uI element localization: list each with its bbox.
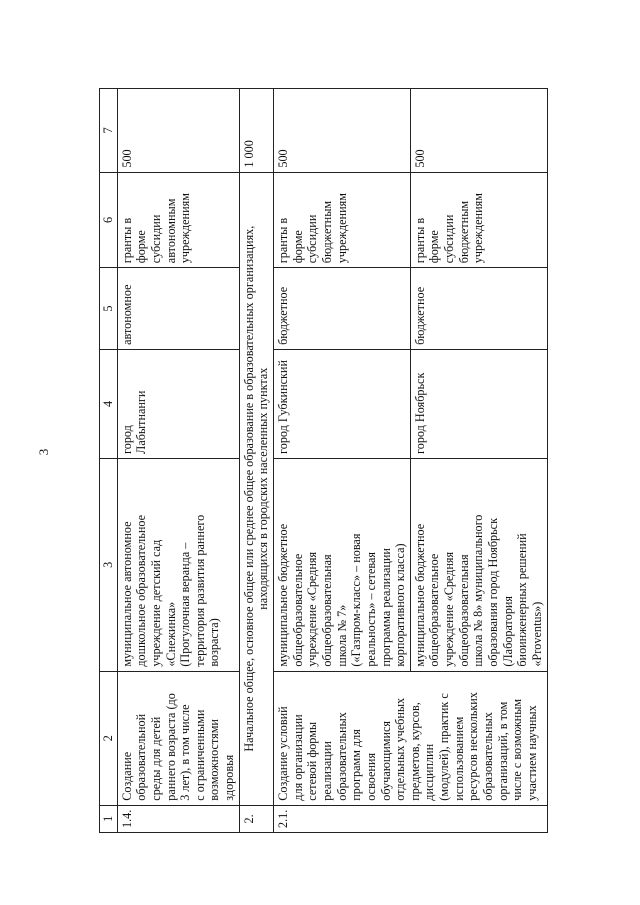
- municipality: город Ноябрьск: [410, 349, 547, 458]
- header-cell: 3: [100, 458, 118, 671]
- section-number: 2.: [239, 805, 273, 832]
- organization-type: бюджетное: [274, 268, 411, 350]
- grant-amount: 500: [117, 89, 239, 173]
- municipality: город Лабытнанги: [117, 349, 239, 458]
- table-row: [274, 89, 411, 833]
- organization-name: муниципальное бюджетное общеобразовательное учреждение «Средняя общеобразовательная школа № 8» муниципального образования город Ноябрьск (Лаборатория биоинженерных решений «Proventus»): [410, 458, 547, 671]
- organization-name: муниципальное автономное дошкольное образовательное учреждение детский сад «Снежинка» (Прогулочная веранда – территория развития раннего возраста): [117, 458, 239, 671]
- section-title: Начальное общее, основное общее или среднее общее образование в образовательных организациях, находящихся в городских населенных пунктах: [239, 172, 273, 805]
- activity-name: Создание условий для организации сетевой формы реализации образовательных программ для освоения обучающимися отдельных учебных предметов, курсов, дисциплин (модулей), практик с использованием ресурсов нескольких образовательных организаций, в том числе с возможным участием научных: [274, 671, 548, 805]
- grants-table: [99, 88, 548, 833]
- organization-type: бюджетное: [410, 268, 547, 350]
- header-cell: 6: [100, 172, 118, 268]
- header-cell: 7: [100, 89, 118, 173]
- grant-amount: 500: [410, 89, 547, 173]
- activity-name: Создание образовательной среды для детей раннего возраста (до 3 лет), в том числе с ограниченными возможностями здоровья: [117, 671, 239, 805]
- header-cell: 4: [100, 349, 118, 458]
- row-number: 2.1.: [274, 805, 548, 832]
- grant-form: гранты в форме субсидии бюджетным учреждениям: [274, 172, 411, 268]
- grant-form: гранты в форме субсидии бюджетным учреждениям: [410, 172, 547, 268]
- organization-type: автономное: [117, 268, 239, 350]
- rotated-table-container: [99, 88, 619, 833]
- header-cell: 5: [100, 268, 118, 350]
- header-cell: 1: [100, 805, 118, 832]
- header-cell: 2: [100, 671, 118, 805]
- header-row: [100, 89, 118, 833]
- page-number: 3: [36, 448, 51, 456]
- grant-form: гранты в форме субсидии автономным учреждениям: [117, 172, 239, 268]
- section-row: [239, 89, 273, 833]
- section-amount: 1 000: [239, 89, 273, 173]
- row-number: 1.4.: [117, 805, 239, 832]
- municipality: город Губкинский: [274, 349, 411, 458]
- table-row: [117, 89, 239, 833]
- organization-name: муниципальное бюджетное общеобразовательное учреждение «Средняя общеобразовательная школа № 7» («Газпром-класс» – новая реальность» – сетевая программа реализации корпоративного класса): [274, 458, 411, 671]
- grant-amount: 500: [274, 89, 411, 173]
